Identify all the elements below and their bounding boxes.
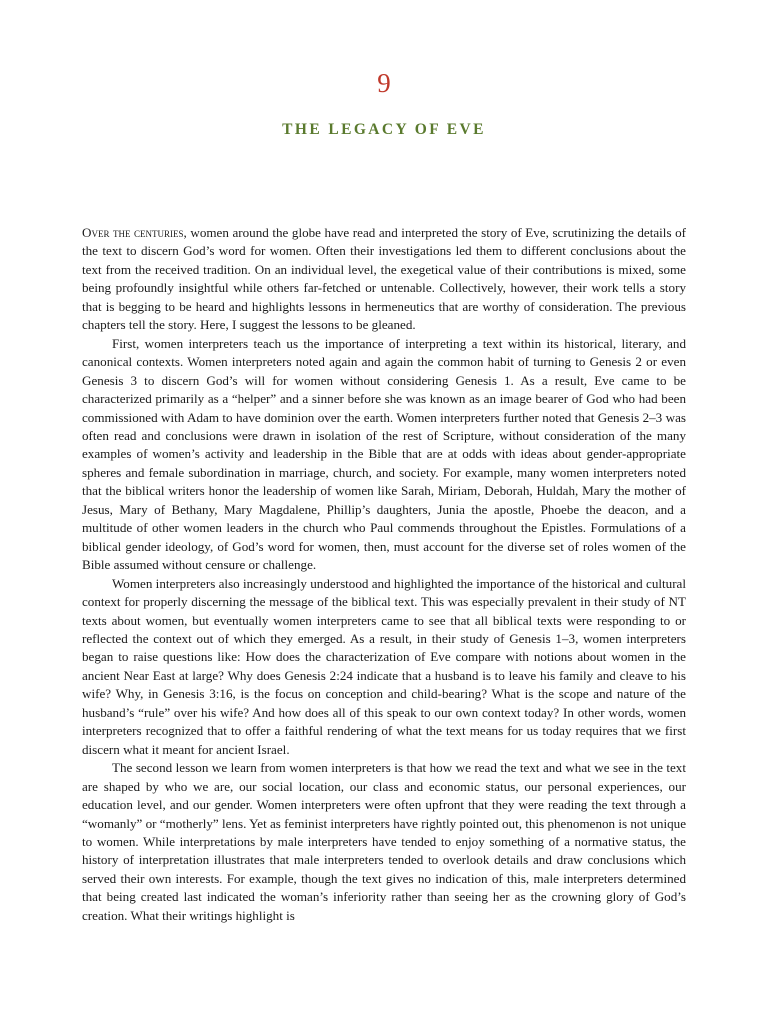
paragraph-3: Women interpreters also increasingly understood and highlighted the importance of the historical and cultural context for properly discerning the message of the biblical text. This was especially prevalent in their study of NT texts about women, but eventually women interpreters came to see that all biblical texts were responding to or reflected the context out of which they emerged. As a result, in their study of Genesis 1–3, women interpreters began to raise questions like: How does the characterization of Eve compare with notions about women in the ancient Near East at large? Why does Genesis 2:24 indicate that a husband is to leave his family and cleave to his wife? Why, in Genesis 3:16, is the focus on conception and child-bearing? What is the scope and nature of the husband’s “rule” over his wife? And how does all of this speak to our own context today? In other words, women interpreters recognized that to offer a faithful rendering of what the text means for us today requires that we first discern what it meant for ancient Israel. (82, 575, 686, 757)
paragraph-lead-small-caps: Over the centuries (82, 225, 184, 240)
chapter-number: 9 (377, 68, 391, 98)
paragraph-2: First, women interpreters teach us the importance of interpreting a text within its historical, literary, and canonical contexts. Women interpreters noted again and again the common habit of turning to Genesis 2 or even Genesis 3 to discern God’s will for women without considering Genesis 1. As a result, Eve came to be characterized primarily as a “helper” and a sinner before she was known as an image bearer of God who had been commissioned with Adam to have dominion over the earth. Women interpreters further noted that Genesis 2–3 was often read and conclusions were drawn in isolation of the rest of Scripture, without consideration of the many examples of women’s activity and leadership in the Bible that are at odds with ideas about gender-appropriate spheres and female subordination in marriage, church, and society. For example, many women interpreters noted that the biblical writers honor the leadership of women like Sarah, Miriam, Deborah, Huldah, Mary the mother of Jesus, Mary of Bethany, Mary Magdalene, Phillip’s daughters, Junia the apostle, Phoebe the deacon, and a multitude of other women leaders in the church who Paul commends throughout the Epistles. Formulations of a biblical gender ideology, of God’s word for women, then, must account for the diverse set of roles women of the Bible assumed without censure or challenge. (82, 335, 686, 573)
chapter-body (82, 224, 686, 925)
paragraph-1 (82, 224, 686, 335)
chapter-title: THE LEGACY OF EVE (282, 121, 486, 138)
paragraph-4: The second lesson we learn from women interpreters is that how we read the text and what we see in the text are shaped by who we are, our social location, our class and economic status, our personal experiences, our education level, and our gender. Women interpreters were often upfront that they were reading the text through a “womanly” or “motherly” lens. Yet as feminist interpreters have rightly pointed out, this phenomenon is not unique to women. While interpretations by male interpreters have tended to enjoy something of a normative status, the history of interpretation illustrates that male interpreters tended to overlook details and draw conclusions which served their own interests. For example, though the text gives no indication of this, male interpreters determined that being created last indicated the woman’s inferiority rather than seeing her as the crowning glory of God’s creation. What their writings highlight is (82, 760, 687, 923)
paragraph-text: , women around the globe have read and interpreted the story of Eve, scrutinizing the details of the text to discern God’s word for women. Often their investigations led them to different conclusions about the text from the received tradition. On an individual level, the exegetical value of their contributions is mixed, some being profoundly insightful while others far-fetched or untenable. Collectively, however, their work tells a story that is begging to be heard and highlights lessons in hermeneutics that are worthy of consideration. The previous chapters tell the story. Here, I suggest the lessons to be gleaned. (82, 225, 686, 333)
